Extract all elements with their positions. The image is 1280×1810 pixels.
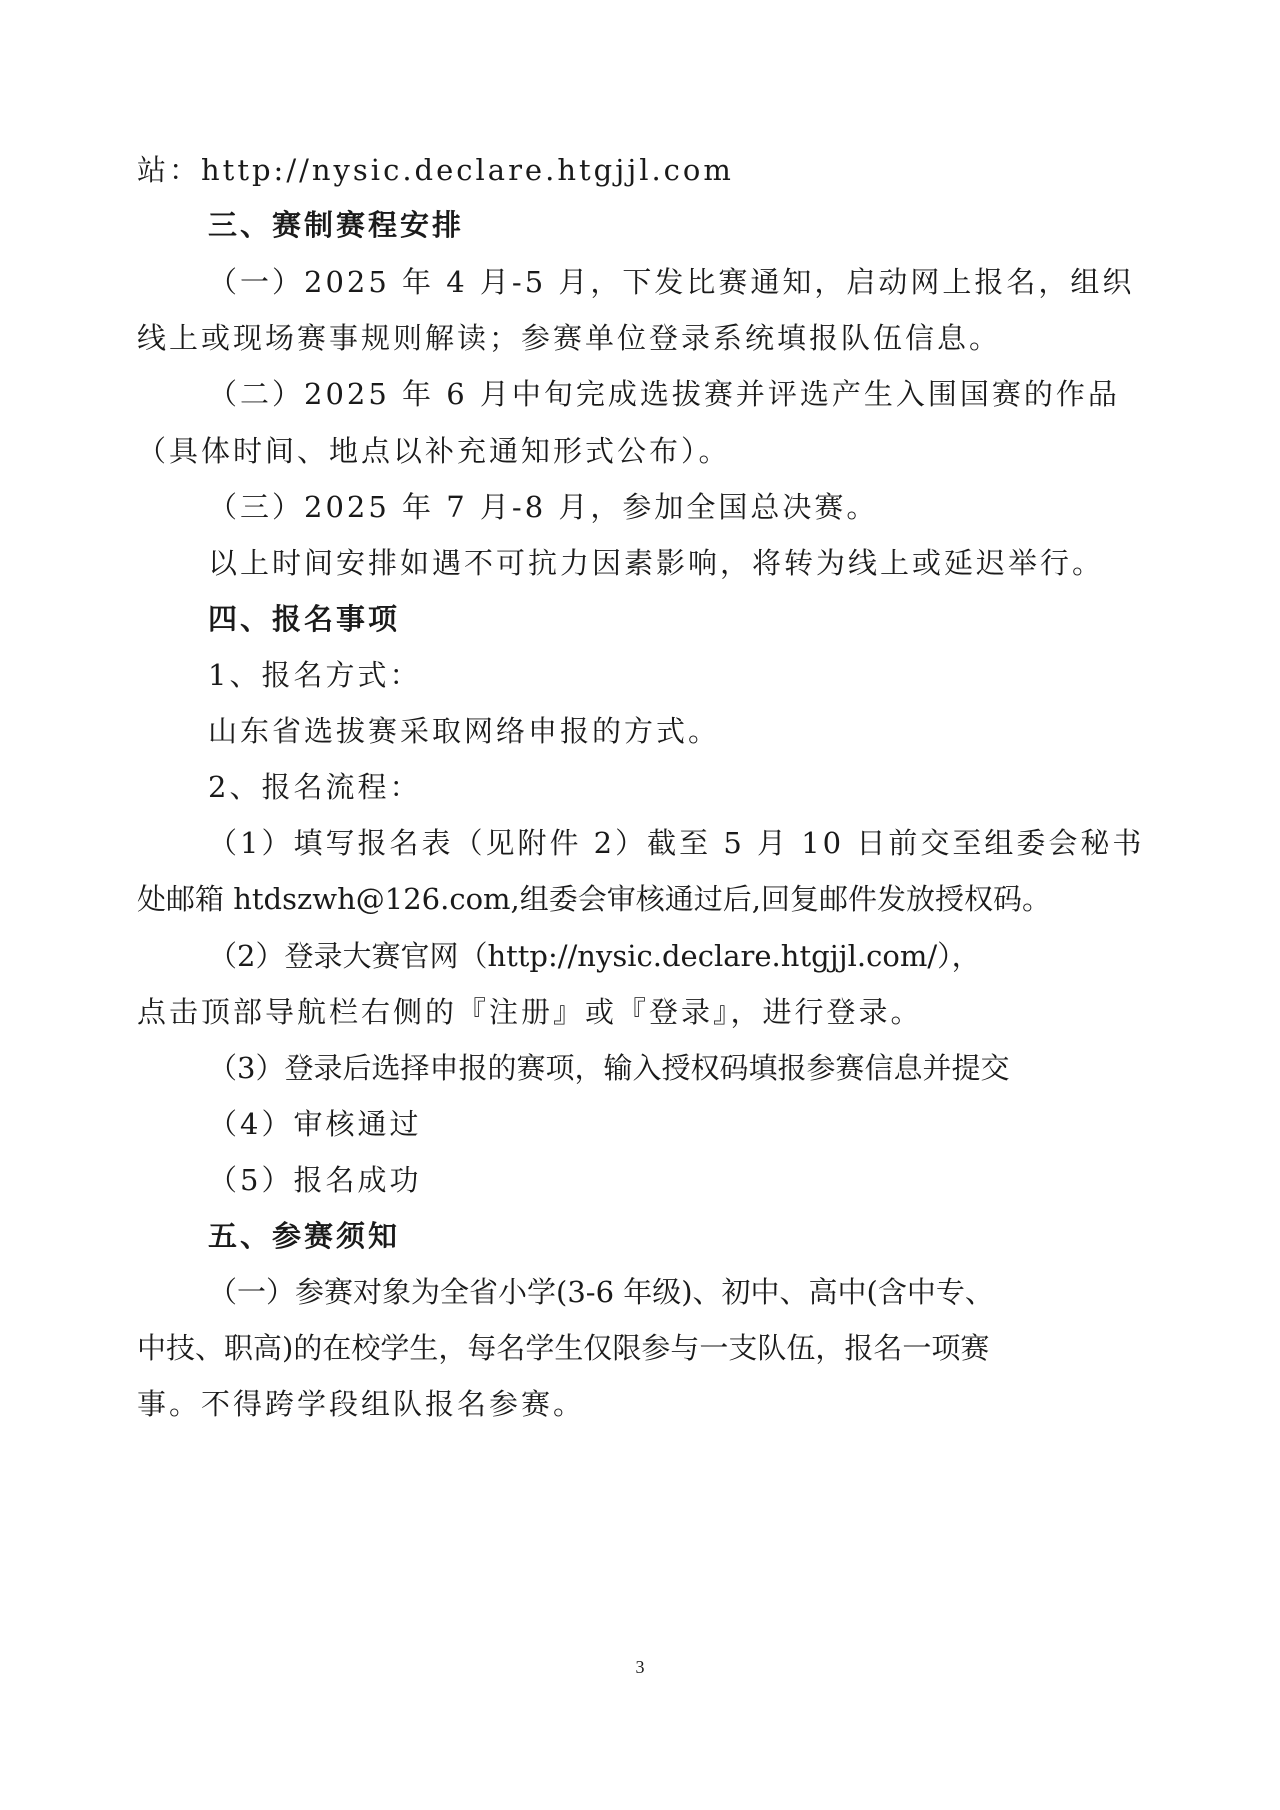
paragraph-line: （三）2025 年 7 月-8 月，参加全国总决赛。: [208, 490, 879, 524]
website-line: （2）登录大赛官网（http://nysic.declare.htgjjl.com/），: [208, 939, 981, 973]
paragraph-line: （一）2025 年 4 月-5 月，下发比赛通知，启动网上报名，组织: [208, 265, 1135, 299]
paragraph-line: 线上或现场赛事规则解读；参赛单位登录系统填报队伍信息。: [137, 321, 1002, 355]
page-number: 3: [635, 1657, 645, 1677]
paragraph-line: 以上时间安排如遇不可抗力因素影响，将转为线上或延迟举行。: [208, 546, 1105, 580]
section-heading-notice: 五、参赛须知: [208, 1219, 401, 1253]
website-line: 站：http://nysic.declare.htgjjl.com: [137, 153, 734, 187]
paragraph-line: 事。不得跨学段组队报名参赛。: [137, 1387, 586, 1421]
section-heading-schedule: 三、赛制赛程安排: [208, 208, 465, 242]
paragraph-line: （具体时间、地点以补充通知形式公布）。: [137, 434, 731, 468]
section-heading-registration: 四、报名事项: [208, 602, 401, 636]
paragraph-line: （1）填写报名表（见附件 2）截至 5 月 10 日前交至组委会秘书: [208, 826, 1145, 860]
email-line: 处邮箱 htdszwh@126.com,组委会审核通过后,回复邮件发放授权码。: [137, 882, 1051, 916]
paragraph-line: （4）审核通过: [208, 1107, 422, 1141]
subheading-line: 2、报名流程：: [208, 770, 422, 804]
paragraph-line: 中技、职高)的在校学生，每名学生仅限参与一支队伍，报名一项赛: [137, 1331, 990, 1365]
paragraph-line: 点击顶部导航栏右侧的『注册』或『登录』，进行登录。: [137, 995, 923, 1029]
subheading-line: 1、报名方式：: [208, 658, 422, 692]
paragraph-line: （二）2025 年 6 月中旬完成选拔赛并评选产生入围国赛的作品: [208, 377, 1120, 411]
paragraph-line: （一）参赛对象为全省小学(3-6 年级)、初中、高中(含中专、: [208, 1275, 994, 1309]
paragraph-line: （3）登录后选择申报的赛项，输入授权码填报参赛信息并提交: [208, 1051, 1010, 1085]
paragraph-line: 山东省选拔赛采取网络申报的方式。: [208, 714, 721, 748]
paragraph-line: （5）报名成功: [208, 1163, 422, 1197]
